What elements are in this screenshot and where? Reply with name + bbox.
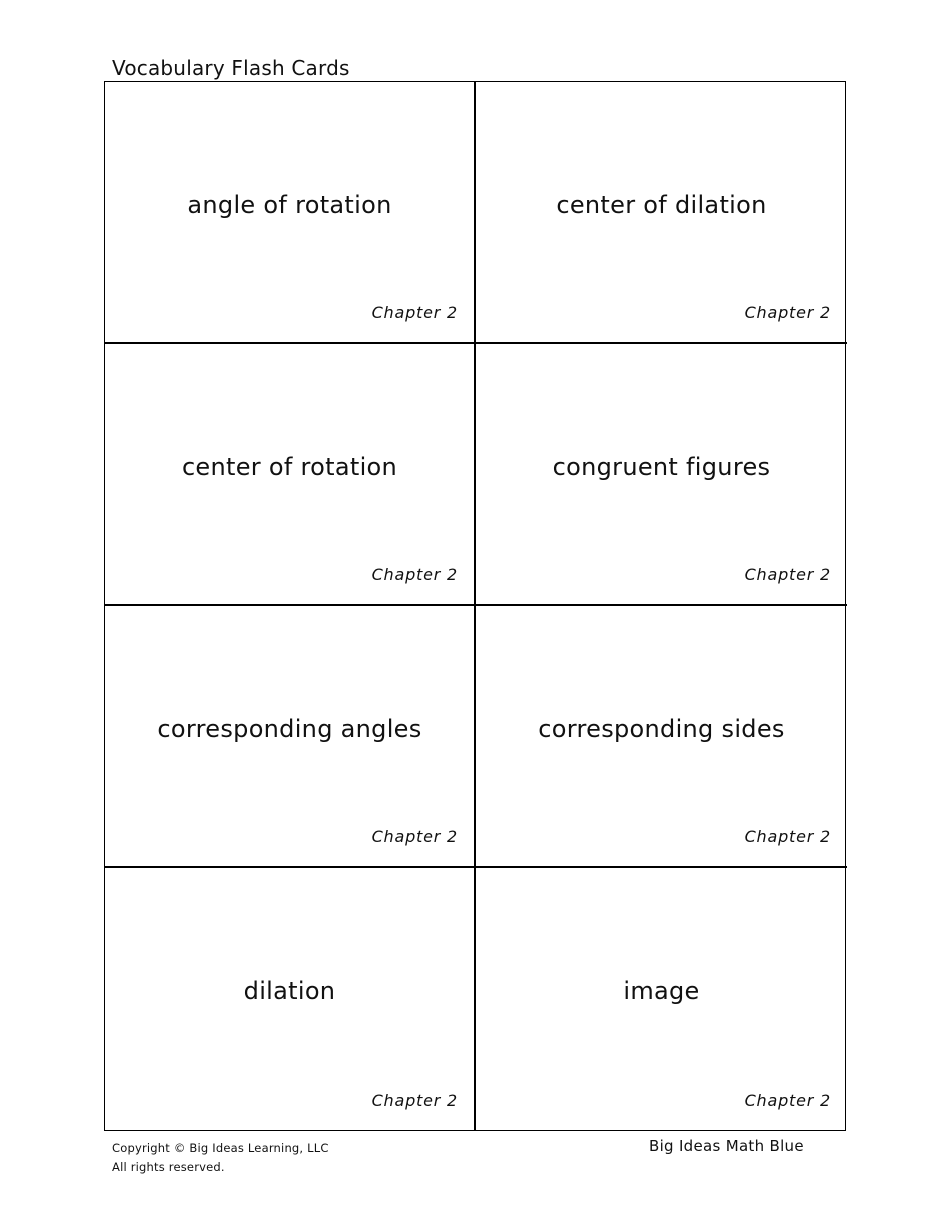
- series-name: Big Ideas Math Blue: [649, 1137, 804, 1155]
- rights-line: All rights reserved.: [112, 1160, 225, 1174]
- card-chapter: Chapter 2: [744, 1091, 831, 1110]
- flash-card[interactable]: [105, 606, 476, 868]
- card-term: corresponding sides: [538, 715, 785, 743]
- card-term: center of dilation: [556, 191, 767, 219]
- flash-card[interactable]: [476, 344, 847, 606]
- flash-card[interactable]: [105, 82, 476, 344]
- flash-card[interactable]: [105, 344, 476, 606]
- card-chapter: Chapter 2: [371, 303, 458, 322]
- card-chapter: Chapter 2: [744, 827, 831, 846]
- card-chapter: Chapter 2: [744, 303, 831, 322]
- card-term: corresponding angles: [157, 715, 422, 743]
- page-title: Vocabulary Flash Cards: [112, 56, 350, 80]
- flash-card[interactable]: [105, 868, 476, 1130]
- flash-card[interactable]: [476, 606, 847, 868]
- card-term: congruent figures: [552, 453, 771, 481]
- card-term: image: [623, 977, 700, 1005]
- flash-card[interactable]: [476, 868, 847, 1130]
- copyright-line: Copyright © Big Ideas Learning, LLC: [112, 1141, 329, 1155]
- card-term: dilation: [243, 977, 336, 1005]
- card-chapter: Chapter 2: [371, 1091, 458, 1110]
- card-chapter: Chapter 2: [371, 565, 458, 584]
- card-chapter: Chapter 2: [371, 827, 458, 846]
- copyright-notice: [112, 1139, 329, 1177]
- card-term: center of rotation: [181, 453, 398, 481]
- flash-card[interactable]: [476, 82, 847, 344]
- card-chapter: Chapter 2: [744, 565, 831, 584]
- card-term: angle of rotation: [187, 191, 392, 219]
- flash-card-grid: [104, 81, 846, 1131]
